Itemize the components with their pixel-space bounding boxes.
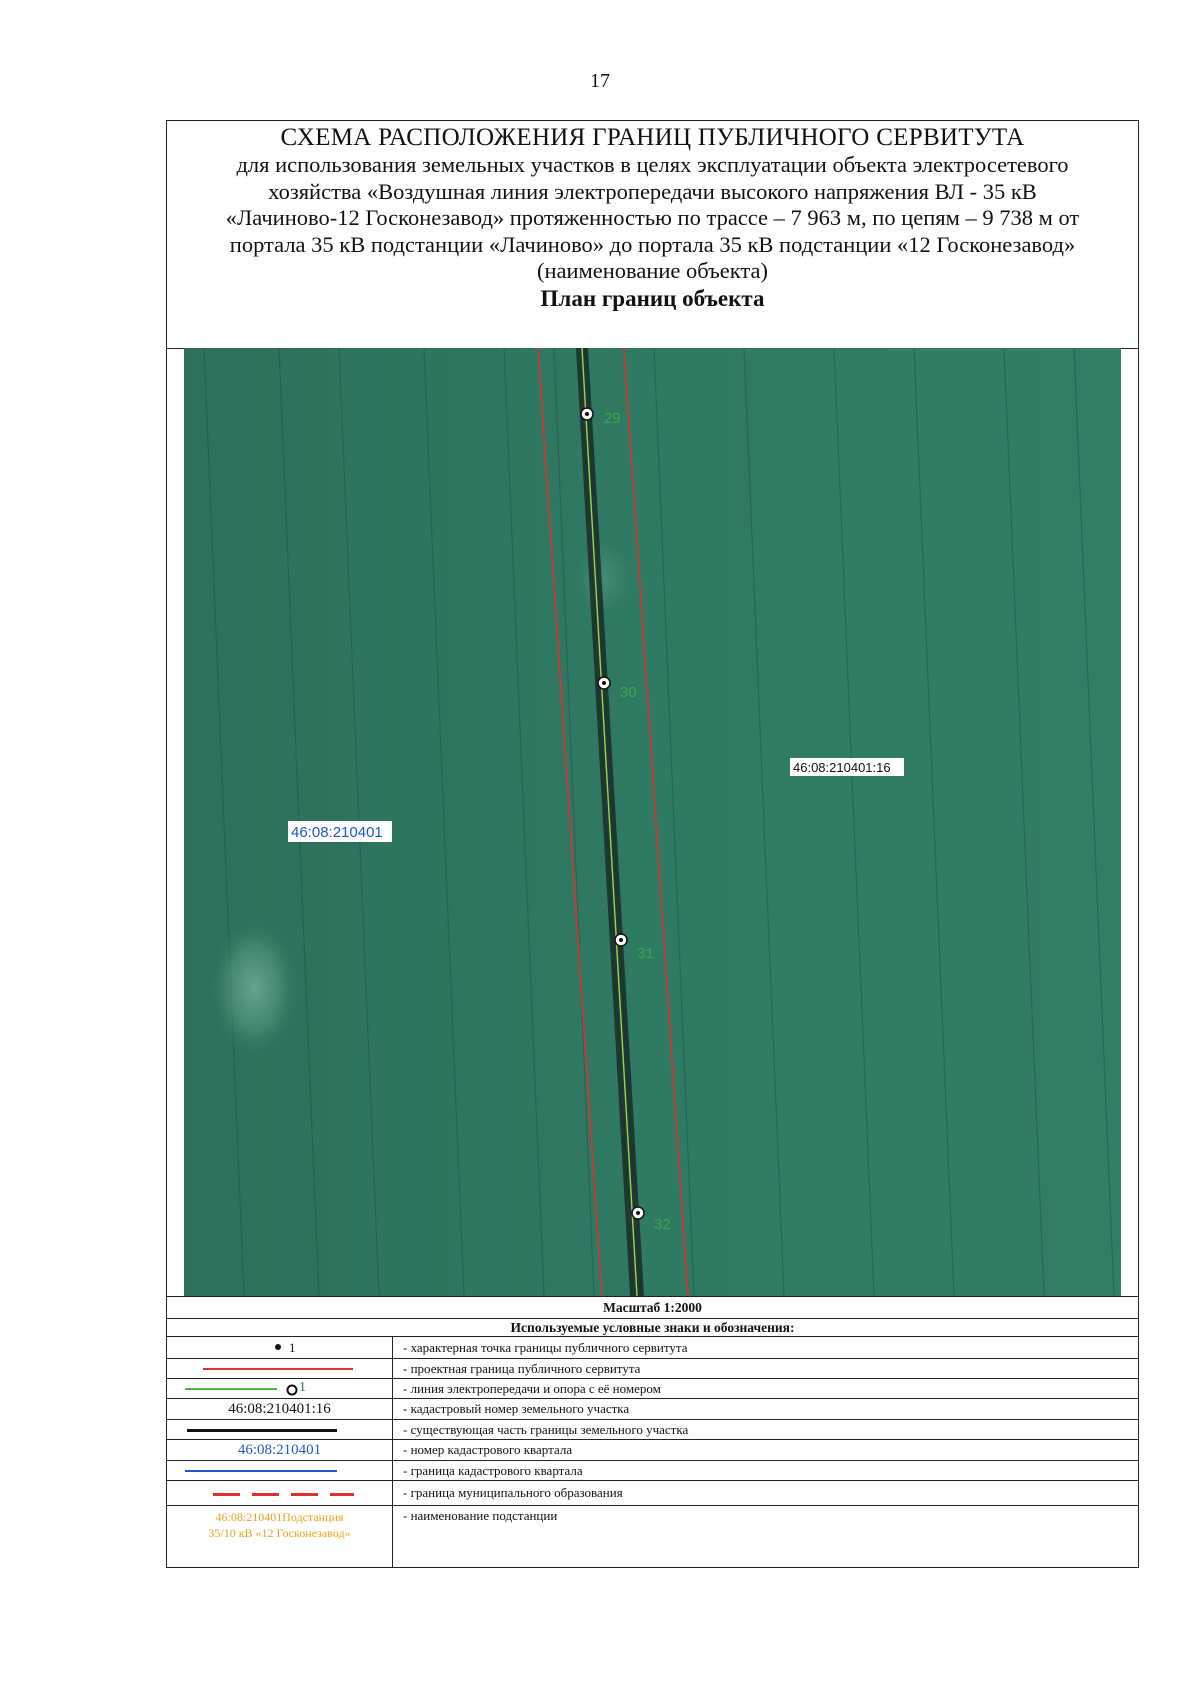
plan-title: План границ объекта bbox=[540, 286, 765, 311]
page-number: 17 bbox=[590, 70, 610, 92]
map-scale: Масштаб 1:2000 bbox=[167, 1297, 1138, 1319]
legend-symbol bbox=[167, 1506, 393, 1567]
black-line-icon bbox=[187, 1429, 337, 1432]
dash-segment-icon bbox=[252, 1493, 279, 1496]
red-line-icon bbox=[203, 1368, 353, 1370]
legend-description: - наименование подстанции bbox=[403, 1508, 558, 1523]
object-caption: (наименование объекта) bbox=[536, 258, 769, 283]
aerial-map bbox=[184, 348, 1121, 1296]
point-marker-icon bbox=[167, 1337, 393, 1359]
quarter-number-sample: 46:08:210401 bbox=[237, 1442, 322, 1458]
point-label: 32 bbox=[654, 1216, 671, 1233]
dash-segment-icon bbox=[291, 1493, 318, 1496]
legend-symbol bbox=[167, 1440, 393, 1460]
object-description bbox=[167, 152, 1138, 258]
substation-name-sample bbox=[167, 1509, 392, 1541]
object-description-line: «Лачиново-12 Госконезавод» протяженностью по трассе – 7 963 м, по цепям – 9 738 м от bbox=[225, 205, 1080, 230]
legend-description: - проектная граница публичного сервитута bbox=[403, 1360, 641, 1376]
point-label: 31 bbox=[637, 945, 654, 962]
object-description-line: портала 35 кВ подстанции «Лачиново» до портала 35 кВ подстанции «12 Госконезавод» bbox=[229, 231, 1076, 257]
object-description-line: для использования земельных участков в целях эксплуатации объекта электросетевого bbox=[236, 152, 1069, 177]
substation-name-line: 46:08:210401Подстанция bbox=[215, 1510, 344, 1524]
point-label: 30 bbox=[620, 684, 637, 701]
legend-item bbox=[167, 1440, 1138, 1461]
legend-description: - существующая часть границы земельного участка bbox=[403, 1421, 689, 1437]
legend-symbol bbox=[167, 1379, 393, 1398]
object-description-line: хозяйства «Воздушная линия электропередачи высокого напряжения ВЛ - 35 кВ bbox=[268, 178, 1037, 204]
legend-title: Используемые условные знаки и обозначения: bbox=[167, 1319, 1138, 1337]
parcel-number-label: 46:08:210401:16 bbox=[793, 760, 891, 775]
dash-segment-icon bbox=[330, 1493, 354, 1496]
legend-item bbox=[167, 1359, 1138, 1379]
legend-description: - линия электропередачи и опора с её номером bbox=[403, 1380, 661, 1396]
legend-description: - кадастровый номер земельного участка bbox=[403, 1401, 630, 1416]
legend-symbol bbox=[167, 1399, 393, 1419]
map-view bbox=[184, 348, 1121, 1296]
legend-symbol bbox=[167, 1420, 393, 1439]
legend-description: - граница кадастрового квартала bbox=[403, 1462, 583, 1478]
quarter-number-label: 46:08:210401 bbox=[291, 824, 383, 841]
pole-number-sample: 1 bbox=[299, 1380, 306, 1395]
substation-name-line: 35/10 кВ «12 Госконезавод» bbox=[208, 1526, 351, 1540]
legend-item bbox=[167, 1399, 1138, 1420]
legend-symbol bbox=[167, 1337, 393, 1358]
legend-item bbox=[167, 1379, 1138, 1399]
legend-item bbox=[167, 1481, 1138, 1506]
legend-symbol bbox=[167, 1359, 393, 1378]
green-line-icon bbox=[185, 1388, 277, 1390]
point-number-sample: 1 bbox=[289, 1340, 296, 1355]
legend-description: - граница муниципального образования bbox=[403, 1485, 623, 1500]
point-label: 29 bbox=[604, 410, 621, 427]
legend-table bbox=[166, 1296, 1139, 1568]
document-header bbox=[167, 121, 1138, 349]
cadastral-number-sample: 46:08:210401:16 bbox=[228, 1401, 331, 1417]
legend-symbol bbox=[167, 1461, 393, 1480]
light-field-patch bbox=[574, 538, 634, 618]
dash-segment-icon bbox=[213, 1493, 240, 1496]
legend-item bbox=[167, 1337, 1138, 1359]
blue-line-icon bbox=[185, 1470, 337, 1472]
legend-description: - номер кадастрового квартала bbox=[403, 1442, 573, 1457]
legend-symbol bbox=[167, 1481, 393, 1505]
legend-item bbox=[167, 1506, 1138, 1567]
light-field-patch bbox=[209, 918, 299, 1058]
legend-item bbox=[167, 1420, 1138, 1440]
legend-description: - характерная точка границы публичного сервитута bbox=[403, 1339, 688, 1355]
legend-item bbox=[167, 1461, 1138, 1481]
document-title: СХЕМА РАСПОЛОЖЕНИЯ ГРАНИЦ ПУБЛИЧНОГО СЕРВИТУТА bbox=[280, 124, 1025, 151]
